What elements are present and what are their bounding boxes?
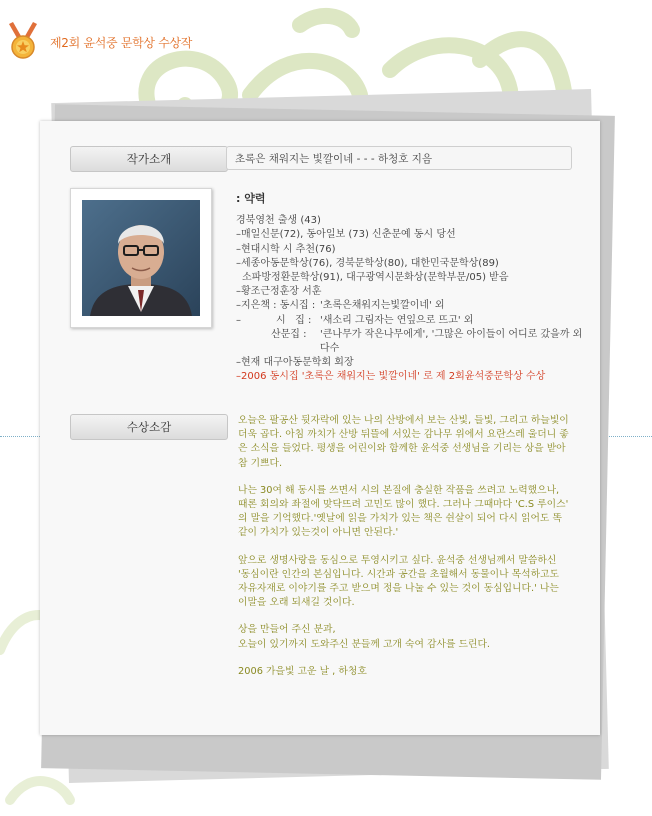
author-bio <box>236 192 586 385</box>
publication-value: '새소리 그림자는 연잎으로 뜨고' 외 <box>320 314 474 326</box>
speech-thanks-line-2: 오늘이 있기까지 도와주신 분들께 고개 숙여 감사를 드린다. <box>238 638 491 650</box>
bio-line-medal: –황조근정훈장 서훈 <box>236 286 322 298</box>
medal-icon <box>6 22 40 62</box>
bio-publication-prose <box>236 328 586 356</box>
bio-line-current: –현재 대구아동문학회 회장 <box>236 357 354 369</box>
speech-paragraph-2: 나는 30여 해 동시를 쓰면서 시의 본질에 충실한 작품을 쓰려고 노력했으나, 때론 회의와 좌절에 맞닥뜨려 고민도 많이 했다. 그러나 그때마다 'C.S 루이스' 의 말을 기억했다.'옛날에 읽을 가치가 있는 책은 쉰살이 되어 다시 읽어도 똑같이 가치가 있는것이 아니면 안된다.' <box>238 484 569 539</box>
author-photo <box>82 200 200 316</box>
bio-line-awards-cont: 소파방정환문학상(91), 대구광역시문화상(문학부문/05) 받음 <box>242 272 509 284</box>
publication-key: –지은책 : 동시집 : <box>236 300 316 312</box>
page-title: 제2회 윤석중 문학상 수상작 <box>50 35 193 50</box>
bio-line-birth: 경북영천 출생 (43) <box>236 215 321 227</box>
author-intro-label: 작가소개 <box>70 146 228 172</box>
bio-line-award-highlight: –2006 동시집 '초록은 채워지는 빛깔이네' 로 제 2회윤석중문학상 수상 <box>236 371 546 383</box>
bio-heading: : 약력 <box>236 192 266 205</box>
page-header <box>6 22 192 62</box>
bio-line-recommend: –현대시학 시 추천(76) <box>236 243 336 255</box>
publication-value: '큰나무가 작은나무에게', '그많은 아이들이 어디로 갔을까 외 다수 <box>320 328 583 355</box>
speech-paragraph-3: 앞으로 생명사랑을 동심으로 투영시키고 싶다. 윤석중 선생님께서 말씀하신 '동심이란 인간의 본심입니다. 시간과 공간을 초월해서 동물이나 목석하고도 자유자재로 이야기를 주고 받으며 정을 나눌 수 있는 것이 동심입니다.' 나는 이말을 오래 되새길 것이다. <box>238 554 559 609</box>
acceptance-speech <box>238 414 570 692</box>
publication-key: 산문집 : <box>236 328 307 340</box>
divider-left <box>0 436 40 437</box>
publication-key: – 시 집 : <box>236 314 312 326</box>
speech-paragraph-4 <box>238 623 570 651</box>
publication-value: '초록은채워지는빛깔이네' 외 <box>320 300 445 312</box>
bio-publication-poetry <box>236 314 586 328</box>
speech-signature: 2006 가을빛 고운 날 , 하청호 <box>238 665 367 677</box>
speech-thanks-line-1: 상을 만들어 주신 분과, <box>238 624 336 636</box>
acceptance-speech-label: 수상소감 <box>70 414 228 440</box>
author-photo-frame <box>70 188 212 328</box>
speech-paragraph-1: 오늘은 팔공산 뒷자락에 있는 나의 산방에서 보는 산빛, 들빛, 그리고 하늘빛이 더욱 곱다. 아침 까치가 산방 뒤뜰에 서있는 감나무 위에서 요란스레 울더니 좋은 소식을 들었다. 평생을 어린이와 함께한 윤석중 선생님을 기리는 상을 받아 참 기쁘다. <box>238 415 569 469</box>
bio-line-awards: –세종아동문학상(76), 경북문학상(80), 대한민국문학상(89) <box>236 257 499 269</box>
bio-publication-poems <box>236 299 586 313</box>
work-title-bar: 초록은 채워지는 빛깔이네 - - - 하청호 지음 <box>226 146 572 170</box>
bio-line-debut: –매일신문(72), 동아일보 (73) 신춘문예 동시 당선 <box>236 229 456 241</box>
